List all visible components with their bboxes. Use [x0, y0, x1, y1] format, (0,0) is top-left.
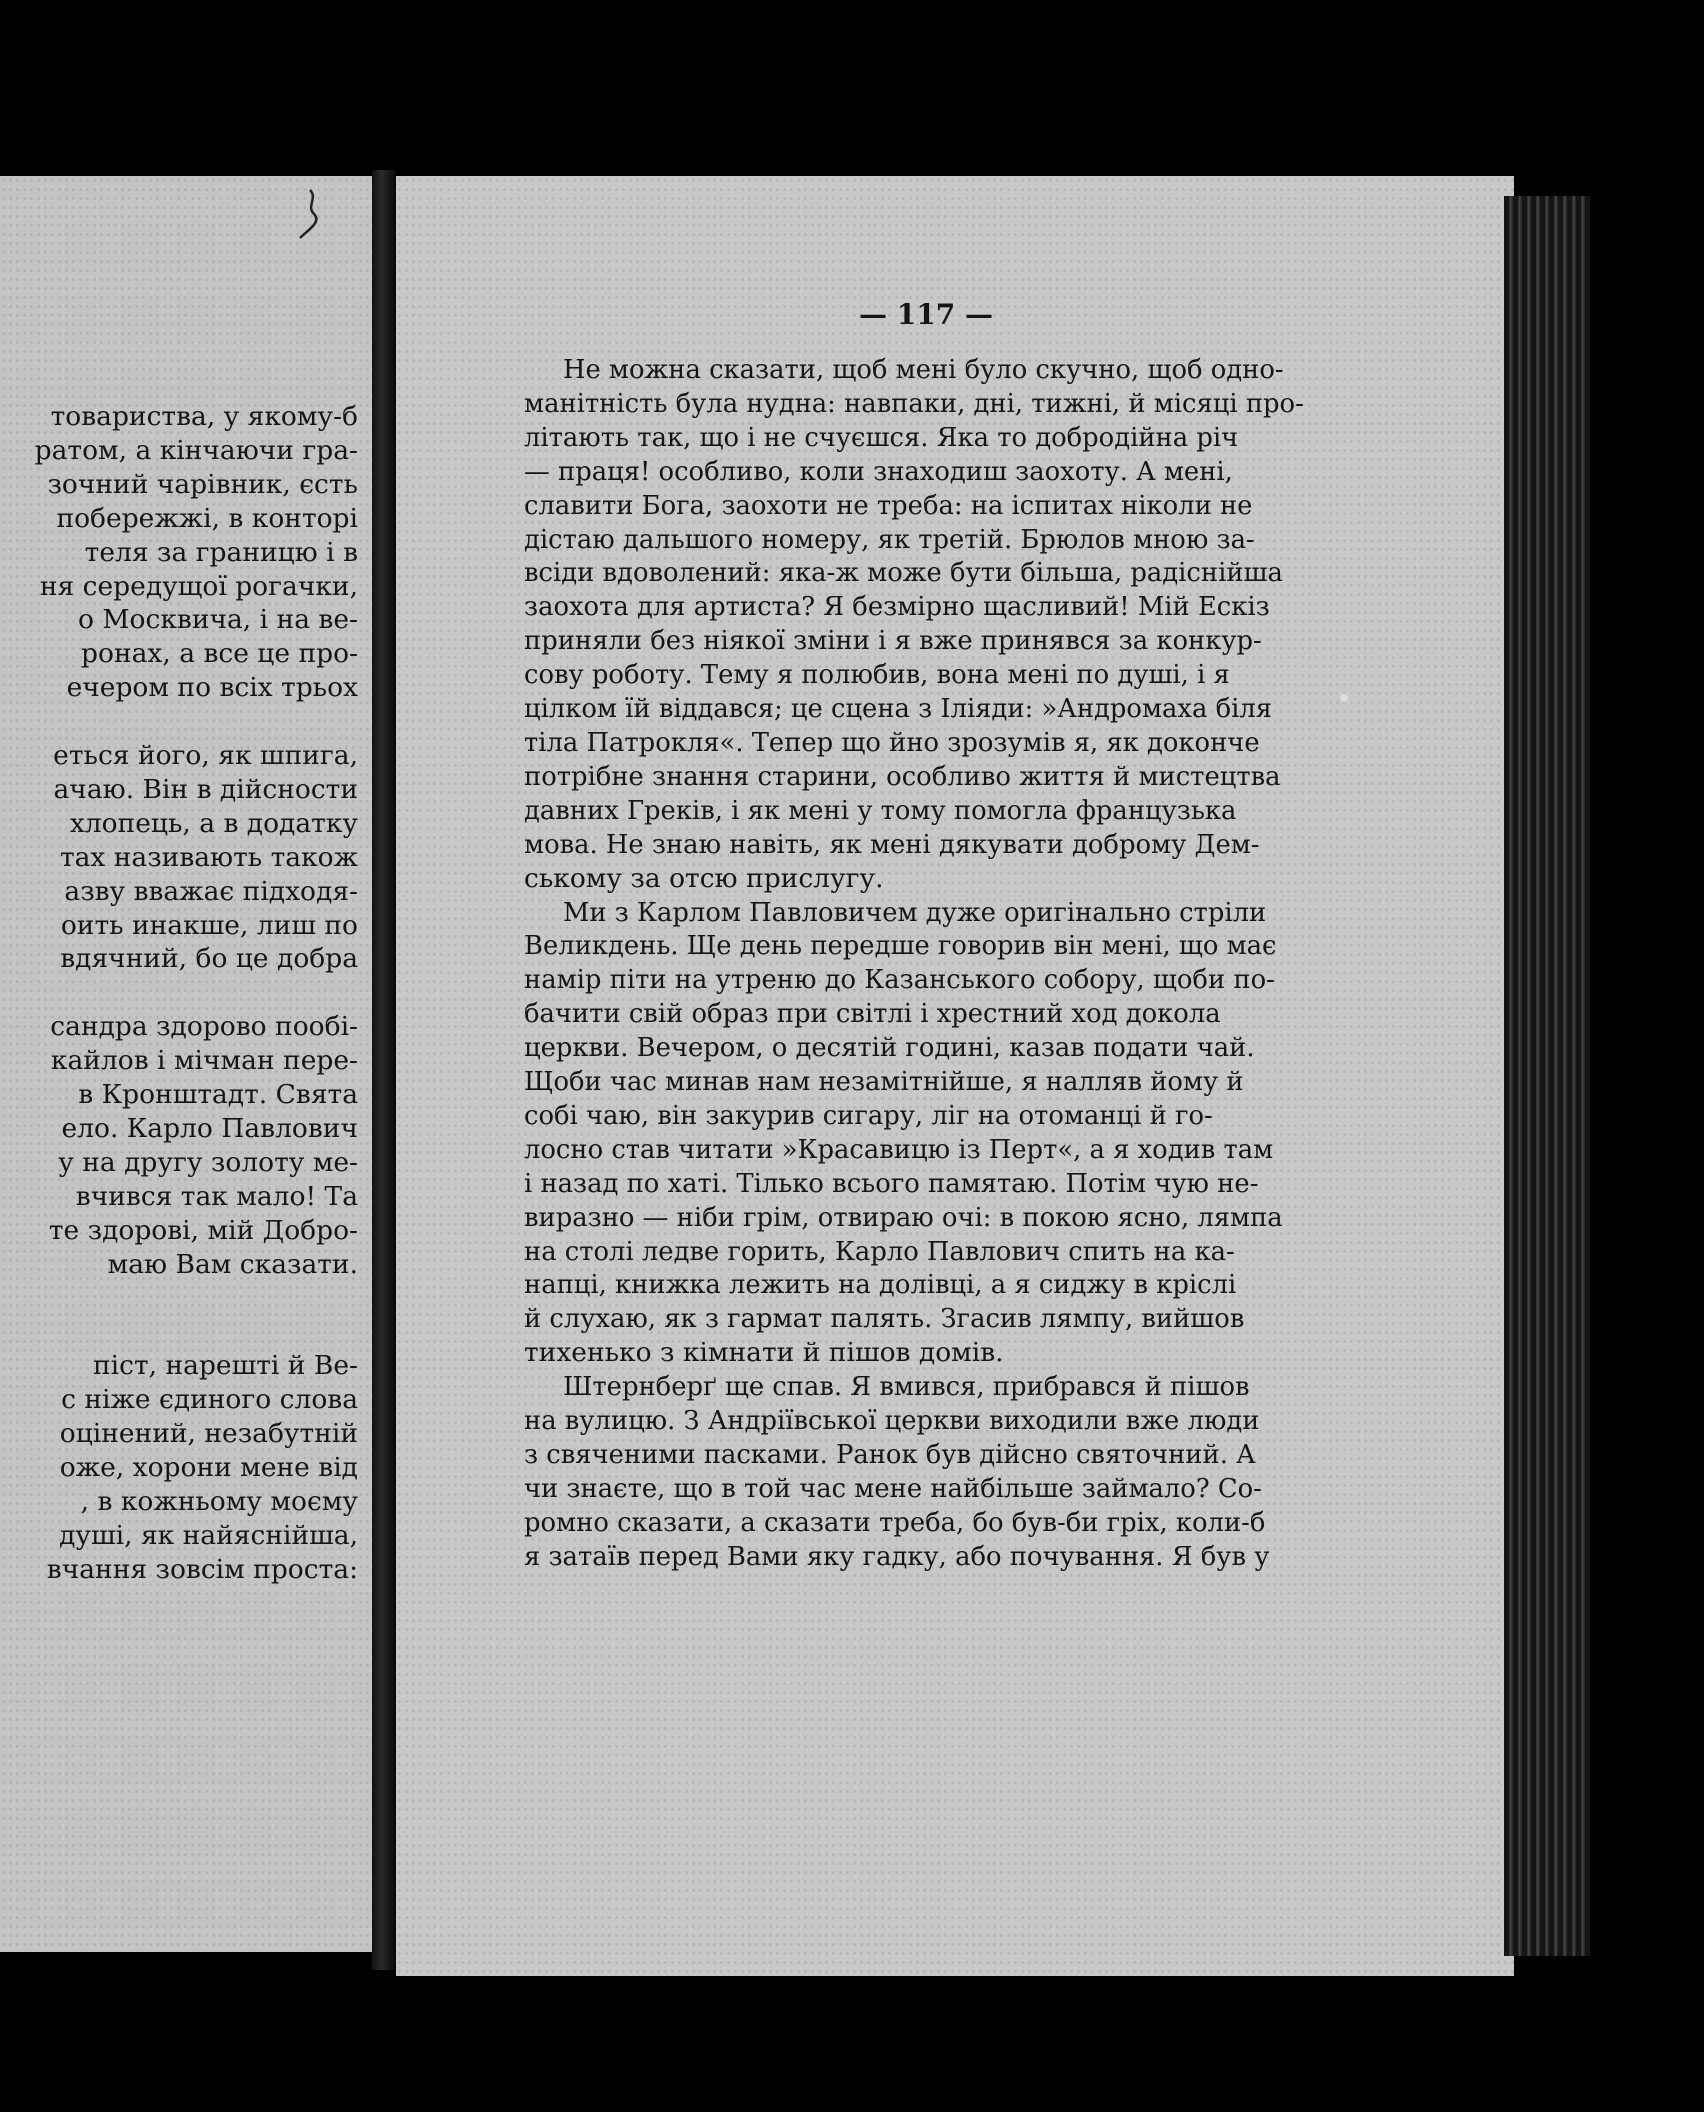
text-line	[35, 705, 358, 739]
text-line: оить инакше, лиш по	[60, 909, 358, 941]
text-line: зочний чарівник, єсть	[47, 468, 358, 500]
text-line: побережжі, в конторі	[56, 502, 358, 534]
text-line: душі, як найяснійша,	[59, 1519, 358, 1551]
text-line: славити Бога, заохоти не треба: на іспитах ніколи не	[524, 489, 1253, 521]
text-line: о Москвича, і на ве-	[78, 604, 358, 636]
text-line: Ми з Карлом Павловичем дуже оригінально стріли	[562, 896, 1267, 928]
text-line: оцінений, незабутній	[59, 1418, 358, 1450]
text-line: еться його, як шпига,	[53, 740, 358, 772]
text-line: вдячний, бо це добра	[60, 943, 358, 975]
text-line: — праця! особливо, коли знаходиш заохоту. А мені,	[524, 455, 1233, 487]
text-line: дістаю дальшого номеру, як третій. Брюлов мною за-	[524, 523, 1255, 555]
text-line: азву вважає підходя-	[64, 875, 358, 907]
text-line: цілком їй віддався; це сцена з Іліяди: »Андромаха біля	[524, 693, 1273, 725]
left-page-text	[35, 400, 358, 1587]
text-line: Штернберґ ще спав. Я вмився, прибрався й пішов	[562, 1371, 1250, 1403]
book-gutter	[372, 170, 396, 1970]
text-line: виразно — ніби грім, отвираю очі: в покою ясно, лямпа	[524, 1201, 1283, 1233]
text-line: , в кожньому моєму	[80, 1485, 358, 1517]
text-line: маю Вам сказати.	[107, 1248, 358, 1280]
text-line: Великдень. Ще день передше говорив він мені, що має	[524, 930, 1277, 962]
text-line: літають так, що і не счуєшся. Яка то добродійна річ	[524, 421, 1239, 453]
text-line: лосно став читати »Красавицю із Перт«, а я ходив там	[524, 1133, 1274, 1165]
text-line: й слухаю, як з гармат палять. Згасив лямпу, вийшов	[524, 1303, 1245, 1335]
text-line: Не можна сказати, щоб мені було скучно, щоб одно-	[562, 354, 1284, 385]
text-line: сандра здорово пообі-	[50, 1011, 358, 1043]
text-line	[35, 1282, 358, 1316]
text-line: вчився так мало! Та	[75, 1180, 358, 1212]
text-line: потрібне знання старини, особливо життя й мистецтва	[524, 760, 1281, 792]
text-line	[35, 1315, 358, 1349]
text-line: тіла Патрокля«. Тепер що йно зрозумів я, як доконче	[524, 726, 1260, 758]
text-line: ратом, а кінчаючи гра-	[34, 434, 358, 466]
text-line: ронах, а все це про-	[81, 638, 358, 670]
text-line: напці, книжка лежить на долівці, а я сиджу в кріслі	[524, 1269, 1237, 1301]
text-line: і назад по хаті. Тілько всього памятаю. Потім чую не-	[524, 1167, 1259, 1199]
text-line: на вулицю. З Андріївської церкви виходили вже люди	[524, 1405, 1260, 1437]
text-line: ело. Карло Павлович	[61, 1113, 358, 1144]
text-line: церкви. Вечером, о десятій годині, казав подати чай.	[524, 1032, 1255, 1064]
text-line: ському за отсю прислугу.	[524, 862, 884, 894]
text-line: манітність була нудна: навпаки, дні, тижні, й місяці про-	[524, 387, 1304, 419]
text-line	[35, 976, 358, 1010]
text-line: с ніже єдиного слова	[61, 1384, 358, 1416]
text-line: тихенько з кімнати й пішов домів.	[524, 1337, 1004, 1369]
text-line: у на другу золоту ме-	[58, 1146, 358, 1178]
text-line: вчання зовсім проста:	[46, 1553, 358, 1585]
text-line: чи знаєте, що в той час мене найбільше займало? Со-	[524, 1472, 1262, 1504]
text-line: ромно сказати, а сказати треба, бо був-би гріх, коли-б	[524, 1506, 1266, 1538]
left-page	[0, 176, 372, 1952]
text-line: намір піти на утреню до Казанського собору, щоби по-	[524, 964, 1275, 996]
text-line: заохота для артиста? Я безмірно щасливий! Мій Ескіз	[524, 591, 1270, 623]
text-line: з свяченими пасками. Ранок був дійсно святочний. А	[524, 1439, 1256, 1470]
text-line: я затаїв перед Вами яку гадку, або почування. Я був у	[524, 1540, 1270, 1572]
text-line: ачаю. Він в дійсности	[53, 773, 358, 805]
text-line: приняли без ніякої зміни і я вже принявся за конкур-	[524, 625, 1262, 657]
right-page	[396, 176, 1514, 1976]
text-line: піст, нарешті й Ве-	[93, 1350, 358, 1382]
text-line: бачити свій образ при світлі і хрестний ход докола	[524, 998, 1221, 1030]
text-line: теля за границю і в	[84, 536, 358, 568]
text-line: ечером по всіх трьох	[66, 672, 358, 704]
pencil-mark	[296, 188, 336, 248]
text-line: хлопець, а в додатку	[69, 807, 358, 839]
text-line: те здорові, мій Добро-	[48, 1214, 358, 1246]
text-line: тах називають також	[59, 841, 358, 873]
text-line: оже, хорони мене від	[59, 1452, 358, 1484]
text-line: на столі ледве горить, Карло Павлович спить на ка-	[524, 1235, 1235, 1267]
right-page-text	[524, 353, 1325, 1574]
text-line: ня середущої рогачки,	[39, 570, 358, 602]
page-edges	[1504, 196, 1590, 1956]
speck	[1340, 694, 1348, 702]
text-line: собі чаю, він закурив сигару, ліг на отоманці й го-	[524, 1099, 1213, 1131]
text-line: Щоби час минав нам незамітнійше, я налляв йому й	[524, 1066, 1244, 1098]
text-line: в Кронштадт. Свята	[78, 1079, 358, 1111]
text-line: товариства, у якому-б	[50, 401, 358, 432]
text-line: сову роботу. Тему я полюбив, вона мені по душі, і я	[524, 659, 1230, 691]
text-line: мова. Не знаю навіть, як мені дякувати доброму Дем-	[524, 828, 1260, 860]
text-line: давних Греків, і як мені у тому помогла французька	[524, 794, 1237, 826]
text-line: всіди вдоволений: яка-ж може бути більша, радіснійша	[524, 557, 1283, 589]
text-line: кайлов і мічман пере-	[50, 1045, 358, 1077]
page-number: — 117 —	[859, 298, 993, 331]
